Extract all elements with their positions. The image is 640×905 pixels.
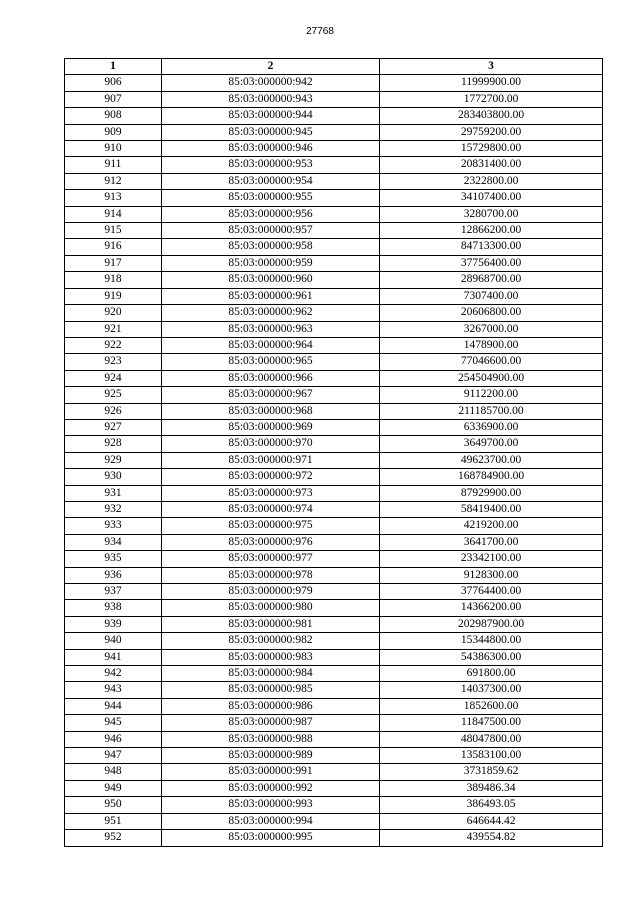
registry-table <box>64 58 603 847</box>
table-row <box>65 157 603 173</box>
value-cell: 283403800.00 <box>380 108 603 124</box>
value-cell: 54386300.00 <box>380 649 603 665</box>
row-number-cell: 950 <box>65 797 162 813</box>
row-number-cell: 945 <box>65 715 162 731</box>
row-number-cell: 918 <box>65 272 162 288</box>
table-row <box>65 124 603 140</box>
table-row <box>65 534 603 550</box>
cadastral-number-cell: 85:03:000000:975 <box>162 518 380 534</box>
value-cell: 691800.00 <box>380 666 603 682</box>
cadastral-number-cell: 85:03:000000:965 <box>162 354 380 370</box>
table-row <box>65 272 603 288</box>
row-number-cell: 941 <box>65 649 162 665</box>
table-row <box>65 731 603 747</box>
value-cell: 37756400.00 <box>380 255 603 271</box>
table-row <box>65 780 603 796</box>
cadastral-number-cell: 85:03:000000:954 <box>162 173 380 189</box>
value-cell: 211185700.00 <box>380 403 603 419</box>
value-cell: 58419400.00 <box>380 501 603 517</box>
value-cell: 48047800.00 <box>380 731 603 747</box>
cadastral-number-cell: 85:03:000000:979 <box>162 584 380 600</box>
value-cell: 11999900.00 <box>380 75 603 91</box>
page-number: 27768 <box>306 26 334 37</box>
cadastral-number-cell: 85:03:000000:992 <box>162 780 380 796</box>
value-cell: 3649700.00 <box>380 436 603 452</box>
cadastral-number-cell: 85:03:000000:946 <box>162 141 380 157</box>
row-number-cell: 911 <box>65 157 162 173</box>
row-number-cell: 946 <box>65 731 162 747</box>
value-cell: 3641700.00 <box>380 534 603 550</box>
cadastral-number-cell: 85:03:000000:955 <box>162 190 380 206</box>
table-row <box>65 354 603 370</box>
cadastral-number-cell: 85:03:000000:983 <box>162 649 380 665</box>
table-row <box>65 830 603 846</box>
row-number-cell: 926 <box>65 403 162 419</box>
cadastral-number-cell: 85:03:000000:957 <box>162 223 380 239</box>
row-number-cell: 920 <box>65 305 162 321</box>
value-cell: 14366200.00 <box>380 600 603 616</box>
row-number-cell: 949 <box>65 780 162 796</box>
cadastral-number-cell: 85:03:000000:942 <box>162 75 380 91</box>
row-number-cell: 910 <box>65 141 162 157</box>
table-row <box>65 91 603 107</box>
table-row <box>65 108 603 124</box>
cadastral-number-cell: 85:03:000000:972 <box>162 469 380 485</box>
table-row <box>65 255 603 271</box>
cadastral-number-cell: 85:03:000000:956 <box>162 206 380 222</box>
value-cell: 34107400.00 <box>380 190 603 206</box>
table-row <box>65 239 603 255</box>
header-row <box>65 59 603 75</box>
cadastral-number-cell: 85:03:000000:943 <box>162 91 380 107</box>
cadastral-number-cell: 85:03:000000:973 <box>162 485 380 501</box>
value-cell: 20831400.00 <box>380 157 603 173</box>
cadastral-number-cell: 85:03:000000:995 <box>162 830 380 846</box>
value-cell: 15729800.00 <box>380 141 603 157</box>
table-row <box>65 666 603 682</box>
value-cell: 14037300.00 <box>380 682 603 698</box>
cadastral-number-cell: 85:03:000000:986 <box>162 698 380 714</box>
table-row <box>65 75 603 91</box>
value-cell: 1772700.00 <box>380 91 603 107</box>
table-row <box>65 141 603 157</box>
cadastral-number-cell: 85:03:000000:987 <box>162 715 380 731</box>
column-header-2: 2 <box>162 59 380 75</box>
cadastral-number-cell: 85:03:000000:980 <box>162 600 380 616</box>
row-number-cell: 951 <box>65 813 162 829</box>
cadastral-number-cell: 85:03:000000:963 <box>162 321 380 337</box>
value-cell: 168784900.00 <box>380 469 603 485</box>
cadastral-number-cell: 85:03:000000:944 <box>162 108 380 124</box>
value-cell: 439554.82 <box>380 830 603 846</box>
cadastral-number-cell: 85:03:000000:989 <box>162 748 380 764</box>
table-row <box>65 469 603 485</box>
row-number-cell: 952 <box>65 830 162 846</box>
table-row <box>65 567 603 583</box>
cadastral-number-cell: 85:03:000000:968 <box>162 403 380 419</box>
table-row <box>65 633 603 649</box>
row-number-cell: 916 <box>65 239 162 255</box>
table-body <box>65 75 603 846</box>
row-number-cell: 936 <box>65 567 162 583</box>
row-number-cell: 939 <box>65 616 162 632</box>
row-number-cell: 948 <box>65 764 162 780</box>
cadastral-number-cell: 85:03:000000:982 <box>162 633 380 649</box>
row-number-cell: 942 <box>65 666 162 682</box>
table-row <box>65 764 603 780</box>
table-row <box>65 419 603 435</box>
table-row <box>65 797 603 813</box>
value-cell: 15344800.00 <box>380 633 603 649</box>
row-number-cell: 909 <box>65 124 162 140</box>
table-row <box>65 813 603 829</box>
row-number-cell: 944 <box>65 698 162 714</box>
row-number-cell: 922 <box>65 337 162 353</box>
cadastral-number-cell: 85:03:000000:962 <box>162 305 380 321</box>
row-number-cell: 947 <box>65 748 162 764</box>
row-number-cell: 912 <box>65 173 162 189</box>
row-number-cell: 921 <box>65 321 162 337</box>
row-number-cell: 919 <box>65 288 162 304</box>
value-cell: 3731859.62 <box>380 764 603 780</box>
row-number-cell: 929 <box>65 452 162 468</box>
row-number-cell: 906 <box>65 75 162 91</box>
table-row <box>65 715 603 731</box>
table-row <box>65 649 603 665</box>
cadastral-number-cell: 85:03:000000:974 <box>162 501 380 517</box>
cadastral-number-cell: 85:03:000000:966 <box>162 370 380 386</box>
table-row <box>65 551 603 567</box>
value-cell: 1478900.00 <box>380 337 603 353</box>
table-row <box>65 501 603 517</box>
row-number-cell: 933 <box>65 518 162 534</box>
value-cell: 87929900.00 <box>380 485 603 501</box>
value-cell: 254504900.00 <box>380 370 603 386</box>
table-row <box>65 485 603 501</box>
table-header <box>65 59 603 75</box>
row-number-cell: 930 <box>65 469 162 485</box>
column-header-3: 3 <box>380 59 603 75</box>
cadastral-number-cell: 85:03:000000:953 <box>162 157 380 173</box>
cadastral-number-cell: 85:03:000000:970 <box>162 436 380 452</box>
value-cell: 28968700.00 <box>380 272 603 288</box>
cadastral-number-cell: 85:03:000000:959 <box>162 255 380 271</box>
value-cell: 7307400.00 <box>380 288 603 304</box>
row-number-cell: 935 <box>65 551 162 567</box>
value-cell: 20606800.00 <box>380 305 603 321</box>
value-cell: 13583100.00 <box>380 748 603 764</box>
cadastral-number-cell: 85:03:000000:977 <box>162 551 380 567</box>
row-number-cell: 928 <box>65 436 162 452</box>
cadastral-number-cell: 85:03:000000:994 <box>162 813 380 829</box>
table-row <box>65 403 603 419</box>
table-row <box>65 206 603 222</box>
cadastral-number-cell: 85:03:000000:985 <box>162 682 380 698</box>
row-number-cell: 917 <box>65 255 162 271</box>
row-number-cell: 931 <box>65 485 162 501</box>
value-cell: 2322800.00 <box>380 173 603 189</box>
row-number-cell: 932 <box>65 501 162 517</box>
cadastral-number-cell: 85:03:000000:969 <box>162 419 380 435</box>
value-cell: 9112200.00 <box>380 387 603 403</box>
cadastral-number-cell: 85:03:000000:978 <box>162 567 380 583</box>
row-number-cell: 914 <box>65 206 162 222</box>
row-number-cell: 923 <box>65 354 162 370</box>
row-number-cell: 937 <box>65 584 162 600</box>
value-cell: 77046600.00 <box>380 354 603 370</box>
cadastral-number-cell: 85:03:000000:984 <box>162 666 380 682</box>
cadastral-number-cell: 85:03:000000:945 <box>162 124 380 140</box>
cadastral-number-cell: 85:03:000000:988 <box>162 731 380 747</box>
column-header-1: 1 <box>65 59 162 75</box>
cadastral-number-cell: 85:03:000000:958 <box>162 239 380 255</box>
value-cell: 3267000.00 <box>380 321 603 337</box>
value-cell: 11847500.00 <box>380 715 603 731</box>
cadastral-number-cell: 85:03:000000:960 <box>162 272 380 288</box>
table-row <box>65 288 603 304</box>
table-row <box>65 387 603 403</box>
table-row <box>65 190 603 206</box>
row-number-cell: 925 <box>65 387 162 403</box>
value-cell: 6336900.00 <box>380 419 603 435</box>
table-row <box>65 305 603 321</box>
table-row <box>65 600 603 616</box>
row-number-cell: 934 <box>65 534 162 550</box>
cadastral-number-cell: 85:03:000000:967 <box>162 387 380 403</box>
cadastral-number-cell: 85:03:000000:991 <box>162 764 380 780</box>
value-cell: 9128300.00 <box>380 567 603 583</box>
row-number-cell: 938 <box>65 600 162 616</box>
row-number-cell: 943 <box>65 682 162 698</box>
row-number-cell: 915 <box>65 223 162 239</box>
table-row <box>65 321 603 337</box>
row-number-cell: 940 <box>65 633 162 649</box>
value-cell: 29759200.00 <box>380 124 603 140</box>
value-cell: 3280700.00 <box>380 206 603 222</box>
cadastral-number-cell: 85:03:000000:976 <box>162 534 380 550</box>
table-row <box>65 682 603 698</box>
row-number-cell: 913 <box>65 190 162 206</box>
table-row <box>65 173 603 189</box>
table-row <box>65 337 603 353</box>
value-cell: 386493.05 <box>380 797 603 813</box>
value-cell: 646644.42 <box>380 813 603 829</box>
value-cell: 23342100.00 <box>380 551 603 567</box>
value-cell: 1852600.00 <box>380 698 603 714</box>
row-number-cell: 907 <box>65 91 162 107</box>
table-row <box>65 584 603 600</box>
cadastral-number-cell: 85:03:000000:961 <box>162 288 380 304</box>
row-number-cell: 908 <box>65 108 162 124</box>
value-cell: 37764400.00 <box>380 584 603 600</box>
table-row <box>65 370 603 386</box>
table-row <box>65 518 603 534</box>
value-cell: 84713300.00 <box>380 239 603 255</box>
cadastral-number-cell: 85:03:000000:981 <box>162 616 380 632</box>
table-row <box>65 452 603 468</box>
cadastral-number-cell: 85:03:000000:993 <box>162 797 380 813</box>
value-cell: 12866200.00 <box>380 223 603 239</box>
value-cell: 202987900.00 <box>380 616 603 632</box>
table-row <box>65 223 603 239</box>
cadastral-number-cell: 85:03:000000:971 <box>162 452 380 468</box>
value-cell: 389486.34 <box>380 780 603 796</box>
value-cell: 49623700.00 <box>380 452 603 468</box>
cadastral-number-cell: 85:03:000000:964 <box>162 337 380 353</box>
table-row <box>65 616 603 632</box>
table-row <box>65 698 603 714</box>
row-number-cell: 924 <box>65 370 162 386</box>
table-row <box>65 748 603 764</box>
row-number-cell: 927 <box>65 419 162 435</box>
value-cell: 4219200.00 <box>380 518 603 534</box>
table-row <box>65 436 603 452</box>
